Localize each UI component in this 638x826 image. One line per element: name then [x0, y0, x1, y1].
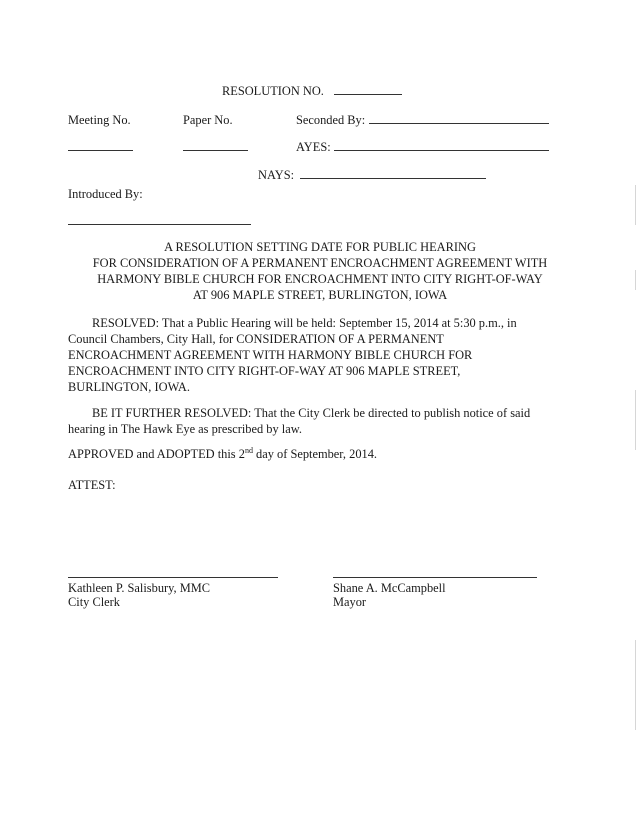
title-line: A RESOLUTION SETTING DATE FOR PUBLIC HEARING — [164, 240, 476, 254]
title-line: FOR CONSIDERATION OF A PERMANENT ENCROACHMENT AGREEMENT WITH — [92, 256, 548, 270]
scan-edge-mark — [635, 390, 636, 450]
paragraph-line: BE IT FURTHER RESOLVED: That the City Clerk be directed to publish notice of said — [92, 406, 531, 420]
seconded-by-label: Seconded By: — [296, 113, 366, 127]
clerk-signature-line — [68, 577, 278, 578]
clerk-name: Kathleen P. Salisbury, MMC — [68, 581, 211, 595]
approved-suffix: day of September, 2014. — [252, 447, 378, 461]
ayes-blank — [334, 150, 549, 151]
clerk-title: City Clerk — [68, 595, 120, 609]
nays-label: NAYS: — [258, 168, 295, 182]
paragraph-line: ENCROACHMENT INTO CITY RIGHT-OF-WAY AT 906 MAPLE STREET, — [68, 364, 461, 378]
paragraph-line: RESOLVED: That a Public Hearing will be held: September 15, 2014 at 5:30 p.m., in — [92, 316, 517, 330]
paragraph-line: ENCROACHMENT AGREEMENT WITH HARMONY BIBLE CHURCH FOR — [68, 348, 473, 362]
approved-superscript: nd — [244, 445, 253, 455]
title-line: HARMONY BIBLE CHURCH FOR ENCROACHMENT INTO CITY RIGHT-OF-WAY — [97, 272, 543, 286]
approved-adopted-line — [68, 447, 377, 462]
resolution-number-blank — [334, 94, 402, 95]
resolution-number-label: RESOLUTION NO. — [222, 84, 324, 98]
introduced-by-label: Introduced By: — [68, 187, 143, 201]
paragraph-line: hearing in The Hawk Eye as prescribed by law. — [68, 422, 302, 436]
mayor-title: Mayor — [333, 595, 367, 609]
approved-prefix: APPROVED and ADOPTED this 2 — [68, 447, 245, 461]
mayor-name: Shane A. McCampbell — [333, 581, 446, 595]
introduced-by-blank — [68, 224, 251, 225]
title-line: AT 906 MAPLE STREET, BURLINGTON, IOWA — [192, 288, 448, 302]
paper-no-blank — [183, 150, 248, 151]
paragraph-line: BURLINGTON, IOWA. — [68, 380, 190, 394]
nays-blank — [300, 178, 486, 179]
meeting-no-blank — [68, 150, 133, 151]
resolved-paragraph — [68, 315, 568, 395]
ayes-label: AYES: — [296, 140, 331, 154]
scan-edge-mark — [635, 270, 636, 290]
further-resolved-paragraph — [68, 405, 568, 437]
meeting-no-label: Meeting No. — [68, 113, 131, 127]
mayor-signature-line — [333, 577, 537, 578]
resolution-title — [60, 239, 580, 303]
scan-edge-mark — [635, 185, 636, 225]
scan-edge-mark — [635, 640, 636, 730]
paragraph-line: Council Chambers, City Hall, for CONSIDERATION OF A PERMANENT — [68, 332, 444, 346]
seconded-by-blank — [369, 123, 549, 124]
paper-no-label: Paper No. — [183, 113, 233, 127]
attest-label: ATTEST: — [68, 478, 116, 492]
